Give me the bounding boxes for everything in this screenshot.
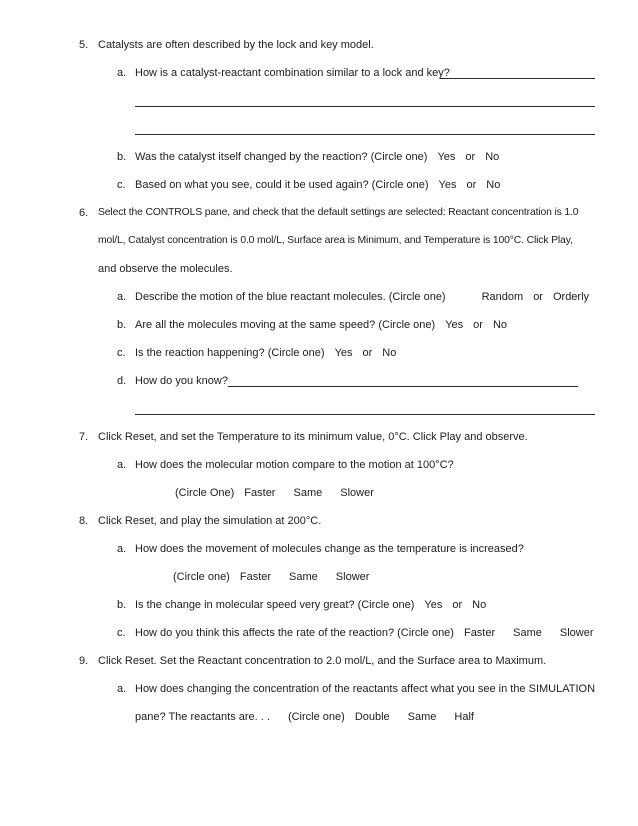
q8b-letter: b. (117, 599, 127, 611)
q5b-option-yes[interactable]: Yes (437, 151, 456, 163)
q8c-letter: c. (117, 627, 126, 639)
q6-text-line-3: and observe the molecules. (98, 263, 233, 275)
q7-circle-label: (Circle One) (175, 487, 235, 499)
q5c-letter: c. (117, 179, 126, 191)
q6a-line (135, 290, 589, 304)
q6c-option-yes[interactable]: Yes (334, 347, 353, 359)
q8-option-same[interactable]: Same (289, 571, 318, 583)
q5b-letter: b. (117, 151, 127, 163)
q7a-text: How does the molecular motion compare to the motion at 100°C? (135, 459, 454, 471)
q6c-option-no[interactable]: No (382, 347, 397, 359)
q8b-option-yes[interactable]: Yes (424, 599, 443, 611)
q8a-text: How does the movement of molecules change as the temperature is increased? (135, 543, 524, 555)
q5-number: 5. (79, 39, 89, 51)
q6d-answer-line-2[interactable] (135, 414, 595, 415)
q5a-answer-line-2[interactable] (135, 106, 595, 107)
q5a-text: How is a catalyst-reactant combination similar to a lock and key? (135, 67, 450, 79)
q5b-text: Was the catalyst itself changed by the reaction? (Circle one) (135, 151, 428, 163)
q5b-or: or (465, 151, 476, 163)
q5b-option-no[interactable]: No (485, 151, 500, 163)
q9a-circle-label: (Circle one) (287, 711, 345, 723)
q6a-option-orderly[interactable]: Orderly (552, 291, 590, 303)
q8c-text: How do you think this affects the rate of the reaction? (Circle one) (135, 627, 454, 639)
q5c-or: or (466, 179, 477, 191)
q9-number: 9. (79, 655, 89, 667)
q6-text-line-1: Select the CONTROLS pane, and check that the default settings are selected: Reactant concentration is 1.0 (98, 207, 579, 218)
q7-number: 7. (79, 431, 89, 443)
q6b-or: or (473, 319, 483, 331)
q9a-text-line-2: pane? The reactants are. . . (135, 711, 270, 723)
q6c-or: or (362, 347, 373, 359)
q8b-or: or (452, 599, 463, 611)
q8c-line (135, 626, 594, 640)
q8-option-slower[interactable]: Slower (335, 571, 370, 583)
q6b-option-no[interactable]: No (492, 319, 507, 331)
q6a-option-random[interactable]: Random (481, 291, 524, 303)
q8b-option-no[interactable]: No (472, 599, 487, 611)
q6-text-line-2: mol/L, Catalyst concentration is 0.0 mol/L, Surface area is Minimum, and Temperature is 100°C. Click Play, (98, 235, 573, 246)
q6-number: 6. (79, 207, 89, 219)
q9a-option-double[interactable]: Double (354, 711, 390, 723)
q8c-option-slower[interactable]: Slower (559, 627, 594, 639)
q7-option-slower[interactable]: Slower (340, 487, 374, 499)
q7-circle-line (175, 486, 374, 500)
q6c-line (135, 346, 396, 360)
q8a-letter: a. (117, 543, 127, 555)
q6c-letter: c. (117, 347, 126, 359)
q6d-text: How do you know? (135, 375, 228, 387)
q8c-option-same[interactable]: Same (513, 627, 542, 639)
q8-text: Click Reset, and play the simulation at 200°C. (98, 515, 322, 527)
q5c-text: Based on what you see, could it be used again? (Circle one) (135, 179, 429, 191)
q6d-letter: d. (117, 375, 127, 387)
q8-circle-label: (Circle one) (173, 571, 230, 583)
q6b-option-yes[interactable]: Yes (445, 319, 464, 331)
q8b-line (135, 598, 486, 612)
q8c-option-faster[interactable]: Faster (463, 627, 496, 639)
q7-option-faster[interactable]: Faster (244, 487, 276, 499)
q5c-option-yes[interactable]: Yes (438, 179, 457, 191)
q5-text: Catalysts are often described by the lock and key model. (98, 39, 374, 51)
q9a-line-2 (135, 710, 474, 724)
q6a-letter: a. (117, 291, 127, 303)
q9a-option-same[interactable]: Same (407, 711, 437, 723)
q5c-line (135, 178, 500, 192)
q6b-letter: b. (117, 319, 127, 331)
q6c-text: Is the reaction happening? (Circle one) (135, 347, 325, 359)
q8-option-faster[interactable]: Faster (239, 571, 272, 583)
q8b-text: Is the change in molecular speed very great? (Circle one) (135, 599, 415, 611)
q9a-option-half[interactable]: Half (454, 711, 474, 723)
q9a-text-line-1: How does changing the concentration of the reactants affect what you see in the SIMULATION (135, 683, 596, 695)
q6a-or: or (533, 291, 543, 303)
q5a-answer-line-3[interactable] (135, 134, 595, 135)
q9-text: Click Reset. Set the Reactant concentration to 2.0 mol/L, and the Surface area to Maximum. (98, 655, 547, 667)
q6b-text: Are all the molecules moving at the same speed? (Circle one) (135, 319, 436, 331)
q7a-letter: a. (117, 459, 127, 471)
q7-option-same[interactable]: Same (293, 487, 323, 499)
q7-text: Click Reset, and set the Temperature to its minimum value, 0°C. Click Play and observe. (98, 431, 528, 443)
q6b-line (135, 318, 507, 332)
q8-circle-line (173, 570, 369, 584)
q5a-answer-line-1[interactable] (440, 78, 595, 79)
q8-number: 8. (79, 515, 89, 527)
q6d-answer-line-1[interactable] (228, 386, 578, 387)
q5a-letter: a. (117, 67, 127, 79)
q6a-text: Describe the motion of the blue reactant molecules. (Circle one) (135, 291, 446, 303)
q9a-letter: a. (117, 683, 127, 695)
q5b-line (135, 150, 499, 164)
q5c-option-no[interactable]: No (486, 179, 501, 191)
